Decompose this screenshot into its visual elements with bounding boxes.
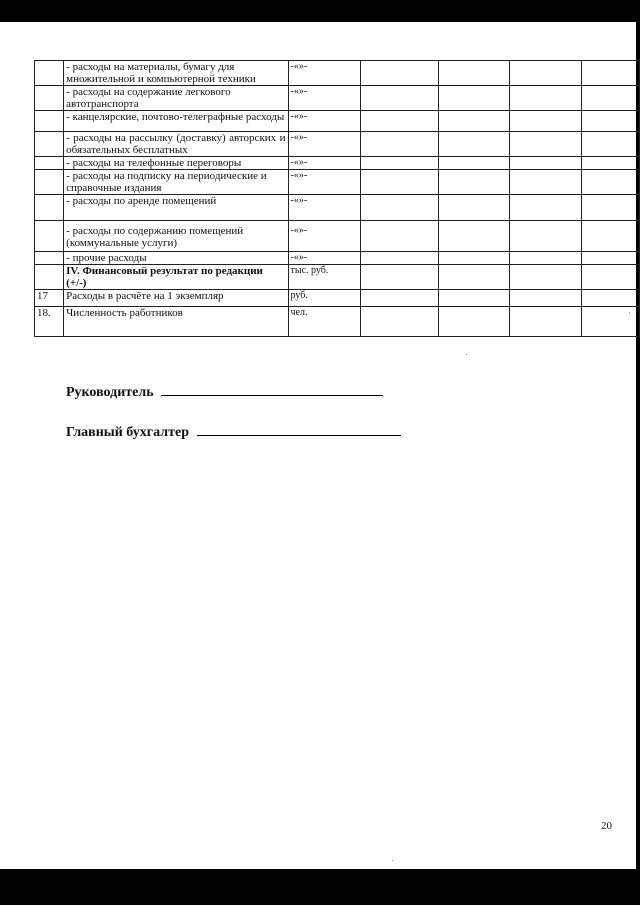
row-name: - расходы на подписку на периодические и справочные издания bbox=[64, 170, 288, 195]
table-row bbox=[35, 61, 640, 86]
value-cell bbox=[360, 132, 438, 157]
value-cell bbox=[360, 290, 438, 307]
value-cell bbox=[582, 307, 640, 337]
section-title: IV. Финансовый результат по редакции (+/-) bbox=[64, 265, 288, 290]
value-cell bbox=[509, 61, 582, 86]
value-cell bbox=[582, 221, 640, 252]
table-row bbox=[35, 157, 640, 170]
value-cell bbox=[509, 86, 582, 111]
row-unit: -«»- bbox=[288, 86, 360, 111]
table-row bbox=[35, 265, 640, 290]
row-unit: -«»- bbox=[288, 61, 360, 86]
row-number bbox=[35, 252, 64, 265]
scan-speck bbox=[466, 354, 467, 355]
value-cell bbox=[438, 132, 509, 157]
row-unit: -«»- bbox=[288, 157, 360, 170]
scan-bottom-border bbox=[0, 869, 640, 905]
value-cell bbox=[438, 252, 509, 265]
value-cell bbox=[582, 86, 640, 111]
table-row bbox=[35, 307, 640, 337]
value-cell bbox=[438, 111, 509, 132]
value-cell bbox=[438, 221, 509, 252]
row-name: - расходы на телефонные переговоры bbox=[64, 157, 288, 170]
signature-line bbox=[161, 381, 383, 396]
row-name: Расходы в расчёте на 1 экземпляр bbox=[64, 290, 288, 307]
head-signature-label: Руководитель bbox=[66, 385, 154, 400]
value-cell bbox=[509, 157, 582, 170]
row-name: - расходы по содержанию помещений (коммунальные услуги) bbox=[64, 221, 288, 252]
accountant-signature bbox=[66, 421, 401, 441]
value-cell bbox=[582, 265, 640, 290]
row-unit: тыс. руб. bbox=[288, 265, 360, 290]
table-row bbox=[35, 170, 640, 195]
head-signature bbox=[66, 381, 383, 401]
value-cell bbox=[582, 290, 640, 307]
value-cell bbox=[582, 111, 640, 132]
table-row bbox=[35, 132, 640, 157]
value-cell bbox=[360, 157, 438, 170]
row-unit: -«»- bbox=[288, 170, 360, 195]
value-cell bbox=[438, 86, 509, 111]
value-cell bbox=[360, 195, 438, 221]
row-name: - канцелярские, почтово-телеграфные расходы bbox=[64, 111, 288, 132]
table-row bbox=[35, 195, 640, 221]
page-number: 20 bbox=[601, 820, 612, 832]
row-unit: -«»- bbox=[288, 221, 360, 252]
value-cell bbox=[438, 290, 509, 307]
row-name: Численность работников bbox=[64, 307, 288, 337]
row-number bbox=[35, 111, 64, 132]
row-number bbox=[35, 221, 64, 252]
value-cell bbox=[509, 252, 582, 265]
value-cell bbox=[438, 61, 509, 86]
row-unit: -«»- bbox=[288, 111, 360, 132]
row-number bbox=[35, 195, 64, 221]
accountant-signature-label: Главный бухгалтер bbox=[66, 425, 189, 440]
row-name: - расходы на содержание легкового автотранспорта bbox=[64, 86, 288, 111]
value-cell bbox=[360, 265, 438, 290]
value-cell bbox=[360, 170, 438, 195]
row-unit: -«»- bbox=[288, 195, 360, 221]
value-cell bbox=[360, 61, 438, 86]
table-row bbox=[35, 252, 640, 265]
signature-line bbox=[197, 421, 401, 436]
value-cell bbox=[582, 195, 640, 221]
row-number bbox=[35, 86, 64, 111]
value-cell bbox=[509, 221, 582, 252]
row-number bbox=[35, 265, 64, 290]
value-cell bbox=[582, 132, 640, 157]
table-row bbox=[35, 111, 640, 132]
row-number bbox=[35, 132, 64, 157]
scan-speck bbox=[629, 312, 630, 313]
row-number bbox=[35, 157, 64, 170]
row-unit: руб. bbox=[288, 290, 360, 307]
table-row bbox=[35, 290, 640, 307]
row-number: 17 bbox=[35, 290, 64, 307]
value-cell bbox=[509, 307, 582, 337]
table-row bbox=[35, 221, 640, 252]
row-name: - расходы на рассылку (доставку) авторских и обязательных бесплатных bbox=[64, 132, 288, 157]
value-cell bbox=[360, 86, 438, 111]
row-name: - расходы на материалы, бумагу для множительной и компьютерной техники bbox=[64, 61, 288, 86]
value-cell bbox=[582, 170, 640, 195]
row-unit: -«»- bbox=[288, 132, 360, 157]
value-cell bbox=[438, 195, 509, 221]
value-cell bbox=[582, 61, 640, 86]
row-unit: чел. bbox=[288, 307, 360, 337]
row-number bbox=[35, 61, 64, 86]
value-cell bbox=[509, 265, 582, 290]
value-cell bbox=[509, 170, 582, 195]
value-cell bbox=[509, 195, 582, 221]
row-name: - прочие расходы bbox=[64, 252, 288, 265]
value-cell bbox=[582, 157, 640, 170]
table-row bbox=[35, 86, 640, 111]
value-cell bbox=[582, 252, 640, 265]
value-cell bbox=[360, 111, 438, 132]
value-cell bbox=[509, 132, 582, 157]
row-unit: -«»- bbox=[288, 252, 360, 265]
value-cell bbox=[438, 265, 509, 290]
value-cell bbox=[509, 290, 582, 307]
value-cell bbox=[360, 252, 438, 265]
value-cell bbox=[438, 157, 509, 170]
value-cell bbox=[438, 170, 509, 195]
expenses-table bbox=[34, 60, 640, 337]
row-name: - расходы по аренде помещений bbox=[64, 195, 288, 221]
scan-speck bbox=[392, 860, 393, 861]
row-number bbox=[35, 170, 64, 195]
value-cell bbox=[438, 307, 509, 337]
value-cell bbox=[509, 111, 582, 132]
row-number: 18. bbox=[35, 307, 64, 337]
value-cell bbox=[360, 307, 438, 337]
scan-top-border bbox=[0, 0, 640, 22]
value-cell bbox=[360, 221, 438, 252]
